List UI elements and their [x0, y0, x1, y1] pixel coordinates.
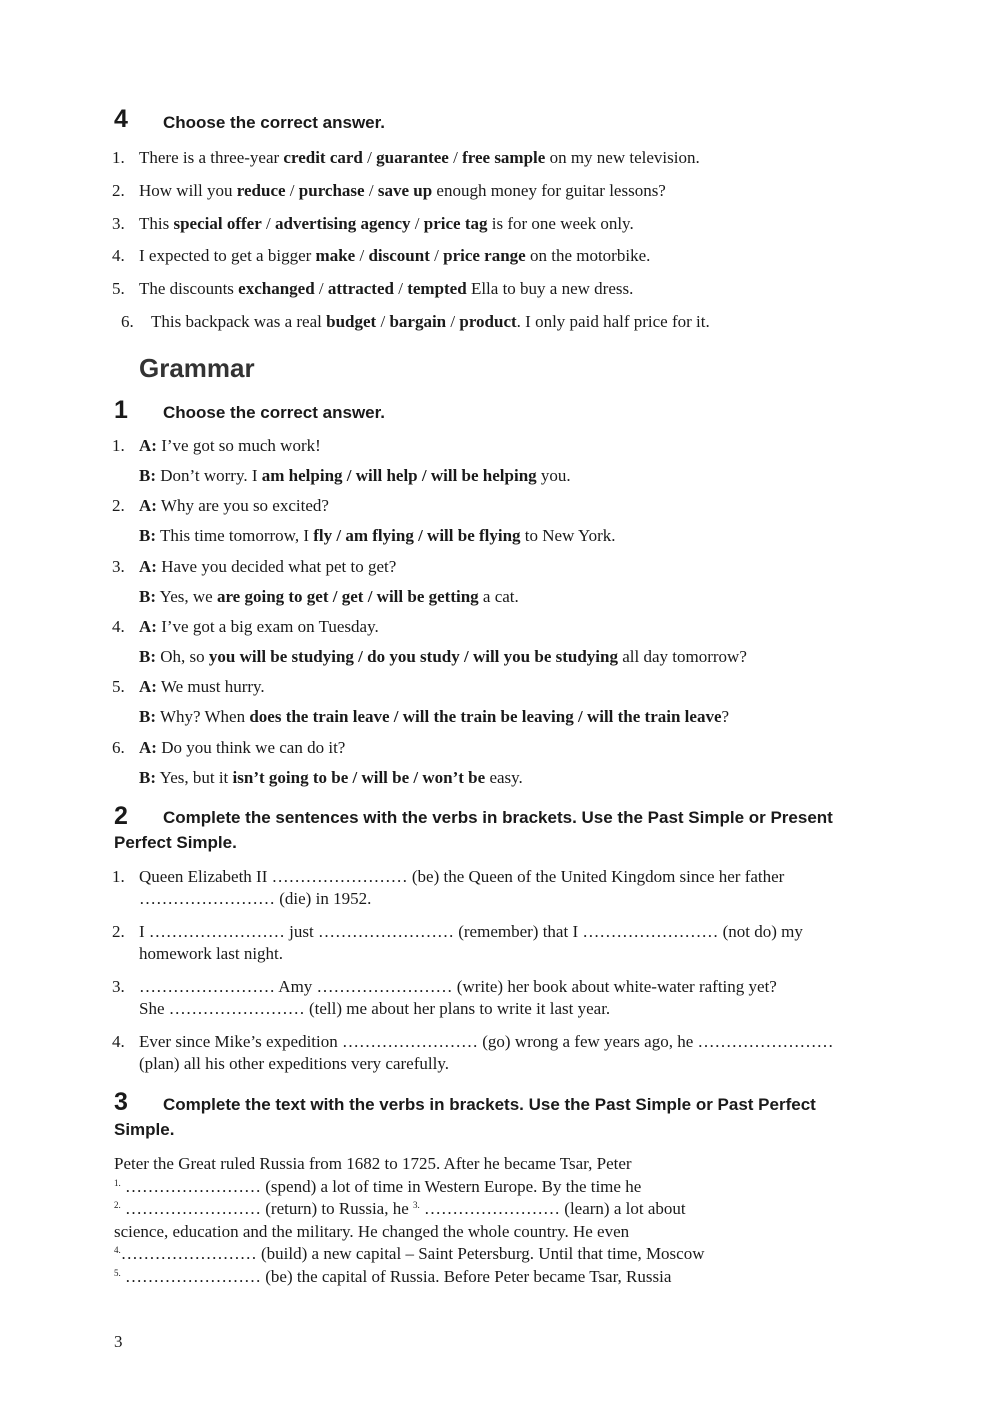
gap-text: …………………… (learn) a lot about	[419, 1199, 686, 1218]
separator: /	[393, 279, 408, 298]
item-text	[151, 312, 710, 332]
separator: /	[446, 312, 460, 331]
exercise-instruction-cont: Perfect Simple.	[114, 833, 237, 852]
dialogue-line-a	[139, 436, 321, 456]
option: budget	[326, 312, 377, 331]
text: ?	[721, 707, 730, 726]
text: on the motorbike.	[525, 246, 651, 265]
text: This backpack was a real	[151, 312, 327, 331]
text: This	[139, 214, 174, 233]
text: all day tomorrow?	[617, 647, 747, 666]
separator: /	[376, 312, 390, 331]
text: I’ve got so much work!	[156, 436, 321, 455]
speaker-label: B:	[139, 587, 156, 606]
item-text	[139, 214, 634, 234]
text: Do you think we can do it?	[156, 738, 346, 757]
item-number: 4.	[112, 1032, 125, 1051]
text: Why are you so excited?	[156, 496, 329, 515]
text: I’ve got a big exam on Tuesday.	[156, 617, 379, 636]
options: isn’t going to be / will be / won’t be	[232, 768, 486, 787]
gap-number: 3.	[413, 1200, 420, 1210]
dialogue-line-b	[139, 587, 519, 607]
text: Have you decided what pet to get?	[156, 557, 397, 576]
dialogue-line-a	[139, 738, 345, 758]
text-line	[114, 1177, 641, 1197]
gap-number: 1.	[114, 1178, 121, 1188]
text: Oh, so	[156, 647, 209, 666]
speaker-label: B:	[139, 768, 156, 787]
separator: /	[364, 181, 378, 200]
text: a cat.	[478, 587, 519, 606]
text-line	[114, 1267, 671, 1287]
speaker-label: A:	[139, 738, 157, 757]
item-number: 4.	[112, 617, 125, 636]
speaker-label: A:	[139, 617, 157, 636]
gap-number: 2.	[114, 1200, 121, 1210]
separator: /	[429, 246, 444, 265]
option: credit card	[283, 148, 363, 167]
text: . I only paid half price for it.	[516, 312, 710, 331]
gap-number: 4.	[114, 1245, 121, 1255]
text: easy.	[485, 768, 523, 787]
speaker-label: A:	[139, 496, 157, 515]
option: tempted	[407, 279, 467, 298]
option: product	[459, 312, 517, 331]
item-text	[139, 181, 666, 201]
speaker-label: A:	[139, 677, 157, 696]
item-text: …………………… Amy …………………… (write) her book about white-water rafting yet?	[139, 977, 777, 996]
item-number: 3.	[112, 214, 125, 233]
item-text: Ever since Mike’s expedition …………………… (go) wrong a few years ago, he ……………………	[139, 1032, 834, 1051]
dialogue-line-b	[139, 707, 729, 727]
item-number: 3.	[112, 977, 125, 996]
text: We must hurry.	[156, 677, 265, 696]
options: does the train leave / will the train be leaving / will the train leave	[249, 707, 722, 726]
option: guarantee	[376, 148, 449, 167]
separator: /	[410, 214, 424, 233]
text-line: science, education and the military. He changed the whole country. He even	[114, 1222, 630, 1241]
text: Yes, we	[156, 587, 217, 606]
text: enough money for guitar lessons?	[432, 181, 666, 200]
text: The discounts	[139, 279, 239, 298]
item-number: 2.	[112, 922, 125, 941]
text: to New York.	[520, 526, 616, 545]
gap-number: 5.	[114, 1268, 121, 1278]
option: discount	[368, 246, 430, 265]
item-number: 5.	[112, 677, 125, 696]
item-text	[139, 279, 633, 299]
text: There is a three-year	[139, 148, 284, 167]
option: price tag	[423, 214, 488, 233]
separator: /	[261, 214, 275, 233]
gap-text: …………………… (be) the capital of Russia. Before Peter became Tsar, Russia	[120, 1267, 672, 1286]
dialogue-line-a	[139, 496, 329, 516]
dialogue-line-a	[139, 557, 396, 577]
item-number: 2.	[112, 496, 125, 515]
item-text: I …………………… just …………………… (remember) that I …………………… (not do) my	[139, 922, 803, 941]
text: I expected to get a bigger	[139, 246, 316, 265]
separator: /	[362, 148, 377, 167]
exercise-number: 4	[114, 105, 128, 133]
gap-text: …………………… (spend) a lot of time in Western Europe. By the time he	[120, 1177, 642, 1196]
gap-text: …………………… (build) a new capital – Saint Petersburg. Until that time, Moscow	[120, 1244, 705, 1263]
text: on my new television.	[545, 148, 700, 167]
speaker-label: A:	[139, 557, 157, 576]
separator: /	[285, 181, 299, 200]
option: advertising agency	[275, 214, 411, 233]
exercise-instruction: Choose the correct answer.	[163, 113, 386, 132]
item-number: 6.	[121, 312, 134, 331]
item-number: 4.	[112, 246, 125, 265]
item-number: 1.	[112, 148, 125, 167]
exercise-instruction: Complete the sentences with the verbs in brackets. Use the Past Simple or Present	[163, 808, 833, 827]
item-number: 6.	[112, 738, 125, 757]
item-text-cont: She …………………… (tell) me about her plans to write it last year.	[139, 999, 611, 1018]
item-number: 1.	[112, 436, 125, 455]
dialogue-line-a	[139, 677, 265, 697]
item-number: 5.	[112, 279, 125, 298]
item-text	[139, 246, 650, 266]
option: free sample	[462, 148, 546, 167]
page-number: 3	[114, 1332, 123, 1351]
text: Don’t worry. I	[156, 466, 262, 485]
text: Yes, but it	[156, 768, 233, 787]
gap-text: …………………… (return) to Russia, he	[120, 1199, 414, 1218]
exercise-number: 1	[114, 396, 128, 424]
speaker-label: B:	[139, 707, 156, 726]
item-text	[139, 148, 700, 168]
dialogue-line-a	[139, 617, 379, 637]
text-line: Peter the Great ruled Russia from 1682 to 1725. After he became Tsar, Peter	[114, 1154, 632, 1173]
speaker-label: A:	[139, 436, 157, 455]
dialogue-line-b	[139, 768, 523, 788]
item-text-cont: (plan) all his other expeditions very carefully.	[139, 1054, 449, 1073]
text-line	[114, 1199, 686, 1219]
item-text-cont: homework last night.	[139, 944, 284, 963]
text: you.	[536, 466, 571, 485]
exercise-instruction: Choose the correct answer.	[163, 403, 386, 422]
option: reduce	[236, 181, 286, 200]
option: price range	[443, 246, 526, 265]
exercise-instruction: Complete the text with the verbs in brackets. Use the Past Simple or Past Perfect	[163, 1095, 816, 1114]
option: exchanged	[238, 279, 315, 298]
item-text: Queen Elizabeth II …………………… (be) the Queen of the United Kingdom since her father	[139, 867, 785, 886]
option: make	[315, 246, 356, 265]
dialogue-line-b	[139, 647, 747, 667]
option: purchase	[298, 181, 365, 200]
option: attracted	[327, 279, 394, 298]
options: am helping / will help / will be helping	[261, 466, 537, 485]
exercise-instruction-cont: Simple.	[114, 1120, 175, 1139]
option: save up	[377, 181, 433, 200]
text-line	[114, 1244, 705, 1264]
item-text-cont: …………………… (die) in 1952.	[139, 889, 372, 908]
item-number: 1.	[112, 867, 125, 886]
section-heading: Grammar	[139, 353, 255, 383]
speaker-label: B:	[139, 647, 156, 666]
separator: /	[314, 279, 328, 298]
speaker-label: B:	[139, 466, 156, 485]
speaker-label: B:	[139, 526, 156, 545]
option: bargain	[389, 312, 447, 331]
exercise-number: 3	[114, 1088, 128, 1116]
option: special offer	[173, 214, 262, 233]
item-number: 3.	[112, 557, 125, 576]
text: Ella to buy a new dress.	[466, 279, 634, 298]
separator: /	[355, 246, 369, 265]
separator: /	[448, 148, 463, 167]
exercise-number: 2	[114, 802, 128, 830]
text: This time tomorrow, I	[156, 526, 314, 545]
options: are going to get / get / will be getting	[216, 587, 479, 606]
item-number: 2.	[112, 181, 125, 200]
options: you will be studying / do you study / will you be studying	[208, 647, 618, 666]
dialogue-line-b	[139, 466, 571, 486]
text: How will you	[139, 181, 237, 200]
options: fly / am flying / will be flying	[313, 526, 521, 545]
text: Why? When	[156, 707, 250, 726]
text: is for one week only.	[487, 214, 634, 233]
dialogue-line-b	[139, 526, 615, 546]
